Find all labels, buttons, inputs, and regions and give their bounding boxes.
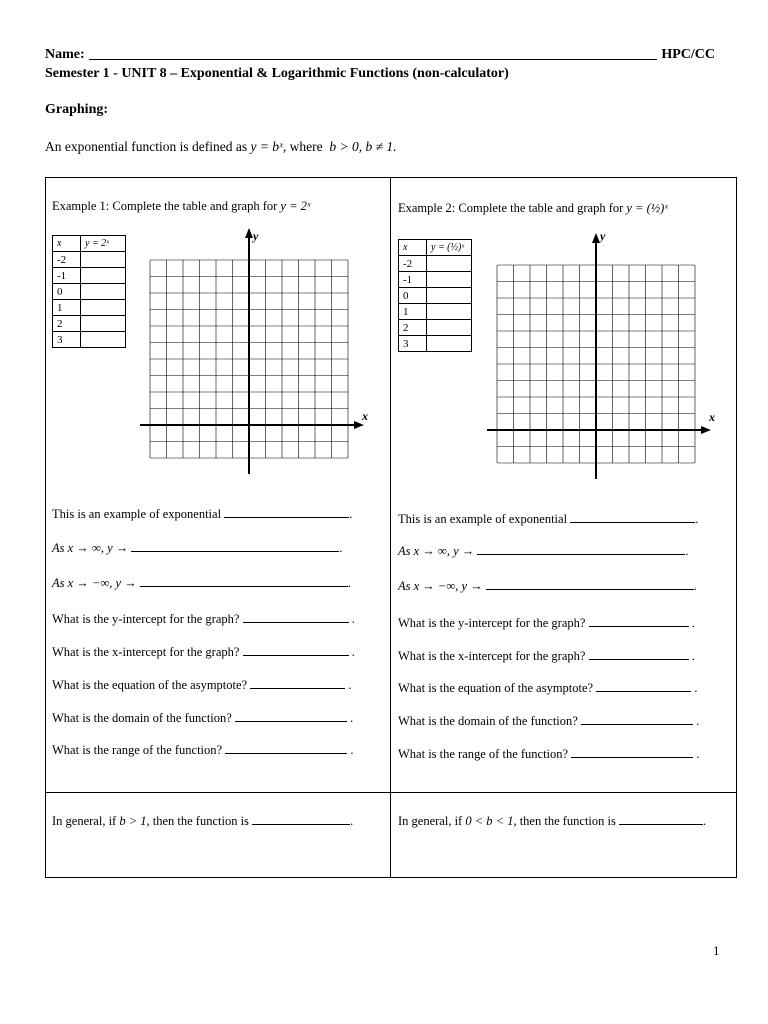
- answer-blank[interactable]: [581, 713, 693, 725]
- name-field[interactable]: [89, 58, 658, 60]
- table-cell[interactable]: [427, 288, 472, 304]
- column-divider: [390, 177, 391, 878]
- example2-y-axis-label: y: [600, 229, 606, 243]
- answer-blank[interactable]: [571, 746, 693, 758]
- table-cell[interactable]: [427, 256, 472, 272]
- section-heading: Graphing:: [45, 102, 109, 117]
- example1-prompt: Example 1: Complete the table and graph for y = 2ˣ: [52, 199, 311, 213]
- example1-question: What is the range of the function? .: [52, 743, 354, 757]
- table-cell[interactable]: [427, 320, 472, 336]
- example2-x-axis-label: x: [709, 410, 715, 424]
- example2-question: What is the x-intercept for the graph? .: [398, 649, 695, 663]
- table-cell[interactable]: [81, 268, 126, 284]
- example1-question: What is the equation of the asymptote? .: [52, 678, 352, 692]
- example2-graph-grid[interactable]: [485, 233, 725, 483]
- example2-question: What is the equation of the asymptote? .: [398, 681, 698, 695]
- table-cell[interactable]: [81, 316, 126, 332]
- definition-condition: b > 0, b ≠ 1.: [329, 139, 397, 154]
- example1-question: What is the y-intercept for the graph? .: [52, 612, 355, 626]
- answer-blank[interactable]: [225, 742, 347, 754]
- example2-question: What is the range of the function? .: [398, 747, 700, 761]
- answer-blank[interactable]: [243, 611, 349, 623]
- example1-question: What is the domain of the function? .: [52, 711, 354, 725]
- name-label: Name:: [45, 47, 85, 62]
- answer-blank[interactable]: [140, 575, 348, 587]
- table-cell[interactable]: [81, 252, 126, 268]
- example2-prompt: Example 2: Complete the table and graph for y = (½)ˣ: [398, 201, 668, 215]
- answer-blank[interactable]: [235, 710, 347, 722]
- example1-question: As x → −∞, y → .: [52, 576, 351, 590]
- answer-blank[interactable]: [570, 511, 695, 523]
- unit-title: Semester 1 - UNIT 8 – Exponential & Logarithmic Functions (non-calculator): [45, 66, 509, 81]
- example1-question: What is the x-intercept for the graph? .: [52, 645, 355, 659]
- answer-blank[interactable]: [589, 648, 689, 660]
- y-axis-arrow-up: [592, 233, 600, 243]
- example2-table: x y = (½)ˣ -2 -1 0 1 2 3: [398, 239, 472, 352]
- example1-graph-grid[interactable]: [138, 228, 378, 478]
- example2-function: y = (½)ˣ: [626, 201, 668, 215]
- example2-question: As x → ∞, y → .: [398, 544, 689, 558]
- table-cell[interactable]: [427, 304, 472, 320]
- course-label: HPC/CC: [661, 47, 715, 62]
- answer-blank[interactable]: [589, 615, 689, 627]
- example2-general: In general, if 0 < b < 1, then the function is .: [398, 814, 707, 828]
- answer-blank[interactable]: [619, 813, 703, 825]
- answer-blank[interactable]: [224, 506, 349, 518]
- table-cell[interactable]: [81, 300, 126, 316]
- example1-table: x y = 2ˣ -2 -1 0 1 2 3: [52, 235, 126, 348]
- example2-question: This is an example of exponential .: [398, 512, 699, 526]
- answer-blank[interactable]: [477, 543, 685, 555]
- y-axis-arrow-up: [245, 228, 253, 238]
- example1-x-axis-label: x: [362, 409, 368, 423]
- answer-blank[interactable]: [131, 540, 339, 552]
- example2-question: As x → −∞, y → .: [398, 579, 697, 593]
- table-cell[interactable]: [81, 332, 126, 348]
- example1-y-axis-label: y: [253, 229, 259, 243]
- example1-question: As x → ∞, y → .: [52, 541, 343, 555]
- answer-blank[interactable]: [596, 680, 691, 692]
- page-number: 1: [713, 943, 720, 958]
- example1-question: This is an example of exponential .: [52, 507, 353, 521]
- definition-line: An exponential function is defined as y = bˣ, where b > 0, b ≠ 1.: [45, 139, 397, 154]
- answer-blank[interactable]: [252, 813, 350, 825]
- row-divider: [45, 792, 737, 793]
- example2-question: What is the y-intercept for the graph? .: [398, 616, 695, 630]
- example1-general: In general, if b > 1, then the function is .: [52, 814, 354, 828]
- answer-blank[interactable]: [250, 677, 345, 689]
- x-axis-arrow-right: [701, 426, 711, 434]
- name-line: [45, 47, 715, 63]
- example1-function: y = 2ˣ: [280, 199, 311, 213]
- answer-blank[interactable]: [243, 644, 349, 656]
- table-cell[interactable]: [427, 336, 472, 352]
- table-cell[interactable]: [427, 272, 472, 288]
- answer-blank[interactable]: [486, 578, 694, 590]
- table-cell[interactable]: [81, 284, 126, 300]
- example2-question: What is the domain of the function? .: [398, 714, 700, 728]
- definition-equation: y = bˣ: [250, 139, 283, 154]
